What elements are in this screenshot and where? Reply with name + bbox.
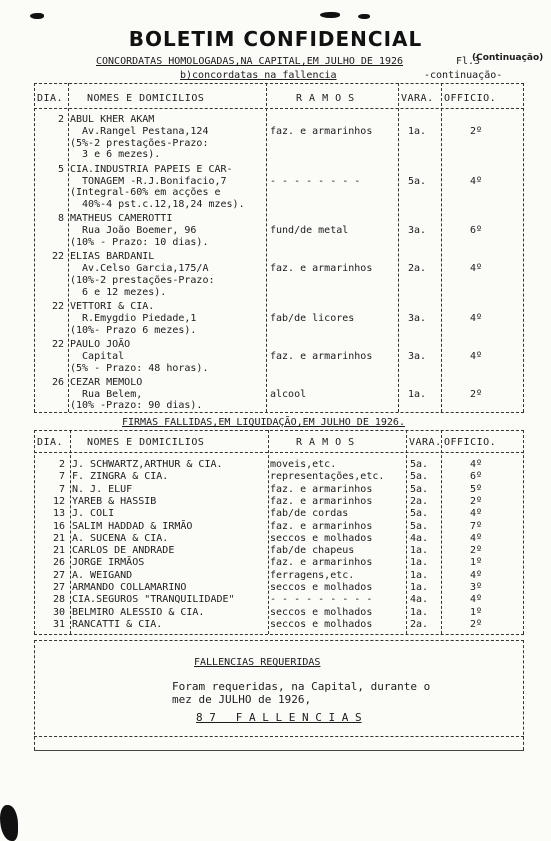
row-officio: 2º: [470, 545, 483, 557]
table2-bottom-border: [34, 634, 524, 635]
row-vara: 5a.: [410, 459, 429, 470]
row-day: 21: [52, 532, 65, 544]
row-name-line: Rua João Boemer, 96: [70, 225, 197, 237]
row-officio: 6º: [470, 471, 483, 483]
row-ramo: seccos e molhados: [270, 606, 373, 618]
row-day: 2: [57, 114, 64, 125]
row-name: J. SCHWARTZ,ARTHUR & CIA.: [72, 459, 223, 470]
row-officio: 4º: [470, 594, 483, 606]
section3-bottom-border: [34, 736, 524, 737]
row-name-line: (10%-2 prestações-Prazo:: [70, 274, 215, 286]
row-name-line: ABUL KHER AKAM: [70, 114, 155, 125]
table1-header-border: [34, 108, 524, 109]
row-ramo: representações,etc.: [270, 471, 385, 483]
row-ramo: fab/de chapeus: [270, 545, 355, 557]
ink-smudge: [30, 13, 44, 19]
continuation-badge: (Continuação): [472, 53, 544, 63]
table1-header-officio: OFFICIO.: [444, 93, 497, 104]
row-name-line: PAULO JOÃO: [70, 338, 131, 350]
row-name-line: (10% - Prazo: 10 dias).: [70, 237, 209, 248]
row-vara: 2a.: [408, 263, 427, 275]
row-ramo: faz. e armarinhos: [270, 125, 373, 137]
row-day: 30: [52, 606, 65, 618]
table2-header-vara: VARA.: [409, 437, 442, 448]
row-name-line: (10%- Prazo 6 mezes).: [70, 324, 197, 336]
section2-title: FIRMAS FALLIDAS,EM LIQUIDAÇÃO,EM JULHO DE 1926.: [122, 417, 405, 428]
row-day: 21: [52, 545, 65, 557]
table2-col-divider: [441, 430, 442, 634]
table1-header-vara: VARA.: [401, 93, 434, 104]
table1-header-names: NOMES E DOMICILIOS: [87, 93, 205, 104]
section3-left-border: [34, 640, 35, 750]
row-ramo: faz. e armarinhos: [270, 263, 373, 275]
row-name-line: CEZAR MEMOLO: [70, 376, 143, 388]
row-officio: 2º: [470, 125, 483, 137]
row-officio: 1º: [470, 606, 483, 618]
row-vara: 3a.: [408, 312, 427, 324]
row-day: 13: [52, 508, 65, 520]
row-ramo: seccos e molhados: [270, 582, 373, 593]
row-officio: 7º: [470, 520, 483, 532]
table2-header-officio: OFFICIO.: [444, 437, 497, 448]
row-name-line: Capital: [70, 350, 125, 362]
section1-title: CONCORDATAS HOMOLOGADAS,NA CAPITAL,EM JULHO DE 1926: [96, 56, 404, 67]
row-name-line: Av.Rangel Pestana,124: [70, 125, 209, 137]
row-name: CARLOS DE ANDRADE: [72, 545, 175, 557]
row-name-line: VETTORI & CIA.: [70, 301, 155, 312]
table1-col-divider: [523, 83, 524, 412]
table1-bottom-border: [34, 412, 524, 413]
row-vara: 1a.: [410, 545, 429, 557]
row-name: RANCATTI & CIA.: [72, 618, 163, 630]
row-ramo: fab/de cordas: [270, 508, 349, 520]
row-ramo: fab/de licores: [270, 312, 355, 324]
row-officio: 4º: [470, 312, 483, 324]
row-vara: 4a.: [410, 594, 429, 606]
row-name: J. COLI: [72, 508, 115, 520]
row-vara: 1a.: [408, 125, 427, 137]
table1-col-divider: [266, 83, 267, 412]
row-day: 22: [51, 251, 64, 263]
row-officio: 6º: [470, 225, 483, 237]
table2-header-names: NOMES E DOMICILIOS: [87, 437, 205, 448]
page-title: BOLETIM CONFIDENCIAL: [128, 27, 423, 51]
row-day: 26: [52, 557, 65, 569]
ink-blot: [0, 805, 18, 841]
row-name-line: CIA.INDUSTRIA PAPEIS E CAR-: [70, 163, 233, 175]
row-officio: 4º: [470, 175, 483, 187]
section3-title: FALLENCIAS REQUERIDAS: [194, 657, 321, 668]
table2-header-ramos: R A M O S: [296, 437, 355, 448]
row-ramo: faz. e armarinhos: [270, 350, 373, 362]
row-vara: 5a.: [408, 175, 427, 187]
page-mark: Fl.3: [456, 56, 481, 67]
row-vara: 2a.: [410, 618, 429, 630]
row-vara: 5a.: [410, 520, 429, 532]
table2-header-day: DIA.: [37, 437, 64, 448]
row-name-line: (5%-2 prestações-Prazo:: [70, 137, 209, 149]
ink-smudge: [320, 12, 340, 18]
row-name-line: (10% -Prazo: 90 dias).: [70, 400, 203, 412]
page-bottom-rule: [34, 750, 524, 751]
table1-col-divider: [34, 83, 35, 412]
section3-line1: Foram requeridas, na Capital, durante o: [172, 680, 431, 693]
row-officio: 2º: [470, 495, 483, 507]
row-vara: 5a.: [410, 483, 429, 495]
row-officio: 2º: [470, 388, 483, 400]
row-officio: 4º: [470, 350, 483, 362]
row-vara: 5a.: [410, 471, 429, 483]
row-officio: 4º: [470, 569, 483, 581]
section3-top-border: [34, 640, 524, 641]
row-day: 12: [52, 495, 65, 507]
row-day: 26: [51, 376, 64, 388]
row-day: 22: [51, 338, 64, 350]
row-vara: 4a.: [410, 532, 429, 544]
row-ramo: seccos e molhados: [270, 618, 373, 630]
row-vara: 2a.: [410, 495, 429, 507]
row-day: 7: [58, 471, 65, 483]
row-day: 27: [52, 582, 65, 593]
row-vara: 1a.: [410, 557, 429, 569]
row-name: SALIM HADDAD & IRMÃO: [72, 520, 193, 532]
row-ramo: fund/de metal: [270, 225, 349, 237]
table2-col-divider: [70, 430, 71, 634]
row-ramo: seccos e molhados: [270, 532, 373, 544]
row-name: JORGE IRMÃOS: [72, 557, 145, 569]
row-name-line: MATHEUS CAMEROTTI: [70, 213, 173, 225]
table1-header-day: DIA.: [37, 93, 64, 104]
row-vara: 3a.: [408, 350, 427, 362]
ink-smudge: [358, 14, 370, 19]
row-ramo: faz. e armarinhos: [270, 483, 373, 495]
row-officio: 4º: [470, 459, 483, 470]
row-name-line: (Integral-60% em acções e: [70, 187, 221, 199]
row-day: 7: [58, 483, 65, 495]
row-day: 8: [57, 213, 64, 225]
row-name: CIA.SEGUROS "TRANQUILIDADE": [72, 594, 235, 606]
row-vara: 1a.: [410, 582, 429, 593]
row-officio: 4º: [470, 532, 483, 544]
table2-col-divider: [268, 430, 269, 634]
table2-header-border: [34, 452, 524, 453]
table1-header-ramos: R A M O S: [296, 93, 355, 104]
row-ramo: faz. e armarinhos: [270, 520, 373, 532]
row-day: 22: [51, 301, 64, 312]
row-name-line: R.Emygdio Piedade,1: [70, 312, 197, 324]
row-officio: 2º: [470, 618, 483, 630]
row-day: 31: [52, 618, 65, 630]
row-name-line: 40%-4 pst.c.12,18,24 mzes).: [70, 199, 245, 211]
row-name: ARMANDO COLLAMARINO: [72, 582, 187, 593]
row-officio: 3º: [470, 582, 483, 593]
row-name-line: 3 e 6 mezes).: [70, 149, 161, 161]
row-ramo: moveis,etc.: [270, 459, 337, 470]
section3-line2: mez de JULHO de 1926,: [172, 693, 312, 706]
row-day: 28: [52, 594, 65, 606]
row-ramo: - - - - - - - - -: [270, 594, 373, 606]
row-name: A. SUCENA & CIA.: [72, 532, 169, 544]
row-vara: 1a.: [408, 388, 427, 400]
table1-col-divider: [398, 83, 399, 412]
row-name: N. J. ELUF: [72, 483, 133, 495]
row-name-line: ELIAS BARDANIL: [70, 251, 155, 263]
row-name-line: 6 e 12 mezes).: [70, 286, 167, 298]
row-vara: 1a.: [410, 606, 429, 618]
row-ramo: faz. e armarinhos: [270, 495, 373, 507]
table2-col-divider: [34, 430, 35, 634]
row-day: 5: [57, 163, 64, 175]
row-officio: 1º: [470, 557, 483, 569]
row-name: YAREB & HASSIB: [72, 495, 157, 507]
table1-top-border: [34, 83, 524, 84]
row-day: 2: [58, 459, 65, 470]
table2-col-divider: [406, 430, 407, 634]
row-name: BELMIRO ALESSIO & CIA.: [72, 606, 205, 618]
row-day: 16: [52, 520, 65, 532]
row-vara: 5a.: [410, 508, 429, 520]
row-officio: 4º: [470, 263, 483, 275]
row-vara: 1a.: [410, 569, 429, 581]
row-name: F. ZINGRA & CIA.: [72, 471, 169, 483]
row-day: 27: [52, 569, 65, 581]
row-ramo: alcool: [270, 388, 307, 400]
row-ramo: ferragens,etc.: [270, 569, 355, 581]
row-name-line: Rua Belem,: [70, 388, 143, 400]
section1-subtitle-right: -continuação-: [424, 70, 503, 81]
row-name-line: Av.Celso Garcia,175/A: [70, 263, 209, 275]
row-officio: 4º: [470, 508, 483, 520]
table1-col-divider: [441, 83, 442, 412]
table1-col-divider: [68, 83, 69, 412]
table2-col-divider: [523, 430, 524, 634]
section3-total: 8 7 F A L L E N C I A S: [196, 711, 362, 724]
row-ramo: faz. e armarinhos: [270, 557, 373, 569]
row-name-line: (5% - Prazo: 48 horas).: [70, 362, 209, 374]
row-officio: 5º: [470, 483, 483, 495]
row-ramo: - - - - - - - -: [270, 175, 361, 187]
section1-subtitle: b)concordatas na fallencia: [180, 70, 337, 81]
row-name-line: TONAGEM -R.J.Bonifacio,7: [70, 175, 227, 187]
table2-top-border: [34, 430, 524, 431]
row-vara: 3a.: [408, 225, 427, 237]
section3-right-border: [523, 640, 524, 750]
row-name: A. WEIGAND: [72, 569, 133, 581]
